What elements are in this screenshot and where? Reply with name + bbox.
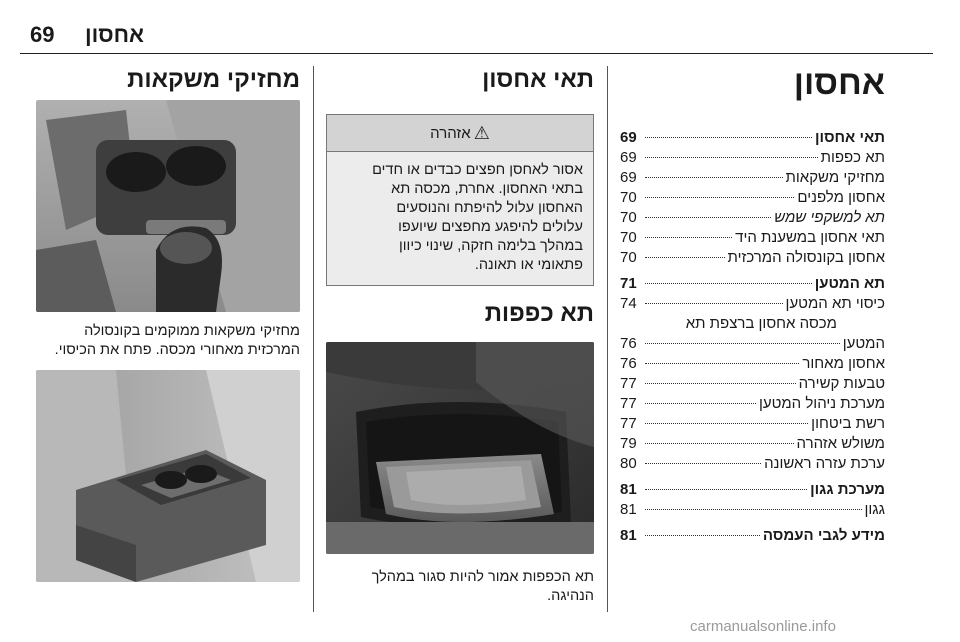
toc-entry-page: 81 (620, 527, 637, 544)
toc-entry-page: 77 (620, 415, 637, 432)
toc-leader-dots (645, 535, 760, 536)
toc-entry[interactable] (620, 434, 885, 454)
caption-line: המרכזית מאחורי מכסה. פתח את הכיסוי. (54, 342, 300, 358)
toc-entry-label: רשת ביטחון (811, 415, 885, 432)
toc-leader-dots (645, 423, 808, 424)
warning-line: במהלך בלימה חזקה, שינוי כיוון (399, 238, 583, 254)
toc-entry-page: 71 (620, 275, 637, 292)
toc-entry-label: אחסון מאחור (802, 355, 885, 372)
toc-entry-label: אחסון בקונסולה המרכזית (727, 249, 885, 266)
table-of-contents (620, 128, 885, 546)
toc-leader-dots (645, 489, 807, 490)
subsection-title-glovebox: תא כפפות (484, 300, 594, 327)
toc-leader-dots (645, 343, 840, 344)
toc-entry-page: 76 (620, 355, 637, 372)
header-rule (20, 53, 933, 54)
toc-entry[interactable] (620, 334, 885, 354)
toc-entry[interactable] (620, 128, 885, 148)
toc-entry[interactable] (620, 228, 885, 248)
toc-entry-page: 74 (620, 295, 637, 312)
toc-entry-page: 81 (620, 501, 637, 518)
toc-entry[interactable] (620, 148, 885, 168)
toc-entry-label: תא למשקפי שמש (774, 209, 885, 226)
toc-entry-page: 69 (620, 129, 637, 146)
glovebox-illustration (326, 342, 594, 554)
toc-entry-page: 79 (620, 435, 637, 452)
toc-leader-dots (645, 237, 732, 238)
warning-triangle-icon: ⚠ (473, 122, 490, 143)
toc-entry[interactable] (620, 354, 885, 374)
glovebox-caption (326, 568, 594, 606)
toc-leader-dots (645, 197, 794, 198)
toc-entry-page: 70 (620, 229, 637, 246)
rear-cupholder-illustration (36, 370, 300, 582)
toc-leader-dots (645, 137, 812, 138)
toc-entry-page: 70 (620, 249, 637, 266)
warning-line: פתאומי או תאונה. (474, 257, 583, 273)
toc-leader-dots (645, 363, 799, 364)
toc-entry-label: כיסוי תא המטען (785, 295, 885, 312)
warning-header (327, 115, 593, 152)
page-number: 69 (30, 22, 55, 47)
toc-leader-dots (645, 303, 783, 304)
toc-entry-label: מערכת ניהול המטען (758, 395, 885, 412)
toc-entry-page: 76 (620, 335, 637, 352)
section-title-cupholders: מחזיקי משקאות (127, 66, 300, 93)
toc-entry-label: המטען (842, 335, 885, 352)
toc-entry[interactable] (620, 500, 885, 520)
warning-box (326, 114, 594, 286)
toc-entry-label: מידע לגבי העמסה (762, 527, 885, 544)
column-divider-right (607, 66, 608, 612)
toc-entry[interactable] (620, 274, 885, 294)
toc-entry-page: 70 (620, 209, 637, 226)
front-cupholder-illustration (36, 100, 300, 312)
toc-entry[interactable] (620, 188, 885, 208)
toc-leader-dots (645, 443, 794, 444)
toc-entry[interactable] (620, 374, 885, 394)
toc-entry-label: מכסה אחסון ברצפת תא (685, 315, 837, 332)
toc-entry-label: גגון (864, 501, 885, 518)
toc-entry-label: תאי אחסון (815, 129, 885, 146)
warning-line: האחסון עלול להיפתח והנוסעים (396, 200, 583, 216)
toc-leader-dots (645, 403, 756, 404)
toc-entry[interactable] (620, 294, 885, 314)
toc-entry-page: 77 (620, 395, 637, 412)
toc-entry[interactable] (620, 526, 885, 546)
toc-entry[interactable] (620, 454, 885, 474)
toc-entry-label: משולש אזהרה (796, 435, 885, 452)
toc-entry-label: טבעות קשירה (798, 375, 885, 392)
front-cupholder-photo (36, 100, 300, 312)
toc-leader-dots (645, 383, 796, 384)
toc-entry-label: אחסון מלפנים (797, 189, 885, 206)
toc-entry-page: 77 (620, 375, 637, 392)
toc-entry-label: מערכת גגון (810, 481, 885, 498)
toc-entry-label: תא המטען (814, 275, 885, 292)
toc-entry-label: ערכת עזרה ראשונה (764, 455, 885, 472)
header-title: אחסון (85, 22, 145, 47)
toc-entry-label: מחזיקי משקאות (785, 169, 885, 186)
toc-entry[interactable] (620, 208, 885, 228)
cupholders-column (34, 66, 300, 582)
storage-compartments-column (326, 66, 594, 606)
toc-entry-page: 69 (620, 169, 637, 186)
toc-entry[interactable] (620, 248, 885, 268)
toc-entry[interactable] (620, 168, 885, 188)
warning-label: אזהרה (430, 124, 471, 142)
caption-line: מחזיקי משקאות ממוקמים בקונסולה (84, 323, 300, 339)
rear-cupholder-photo (36, 370, 300, 582)
toc-leader-dots (645, 463, 761, 464)
caption-line: תא הכפפות אמור להיות סגור במהלך (371, 569, 594, 585)
glovebox-photo (326, 342, 594, 554)
toc-leader-dots (645, 157, 818, 158)
chapter-title: אחסון (793, 64, 885, 102)
cupholder-caption (34, 322, 300, 360)
toc-leader-dots (645, 283, 812, 284)
toc-entry-label: תא כפפות (820, 149, 885, 166)
section-title-storage: תאי אחסון (482, 66, 594, 93)
toc-entry[interactable] (620, 480, 885, 500)
toc-entry-label: תאי אחסון במשענת היד (735, 229, 885, 246)
toc-entry-page: 70 (620, 189, 637, 206)
toc-entry[interactable] (620, 414, 885, 434)
warning-line: בתאי האחסון. אחרת, מכסה תא (391, 181, 583, 197)
toc-column (620, 66, 885, 546)
toc-leader-dots (645, 177, 783, 178)
toc-leader-dots (645, 257, 725, 258)
warning-line: עלולים להיפגע מחפצים שיועפו (398, 219, 583, 235)
toc-entry[interactable] (620, 314, 885, 334)
column-divider-left (313, 66, 314, 612)
toc-leader-dots (645, 217, 771, 218)
toc-entry-page: 81 (620, 481, 637, 498)
toc-entry-page: 69 (620, 149, 637, 166)
toc-leader-dots (645, 509, 862, 510)
warning-line: אסור לאחסן חפצים כבדים או חדים (372, 162, 583, 178)
toc-entry-page: 80 (620, 455, 637, 472)
toc-entry[interactable] (620, 394, 885, 414)
watermark: carmanualsonline.info (690, 618, 836, 635)
caption-line: הנהיגה. (547, 588, 594, 604)
warning-text (327, 152, 593, 285)
